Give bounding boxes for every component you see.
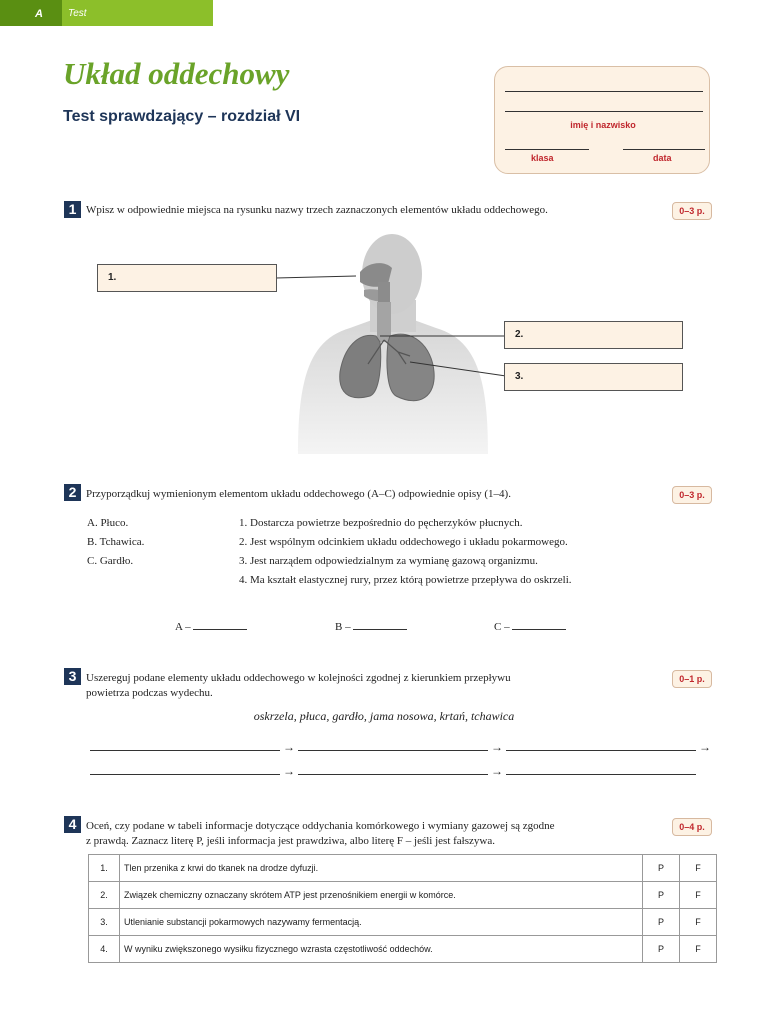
- q2-answer-a-blank[interactable]: [193, 617, 247, 630]
- question-2-points: 0–3 p.: [672, 486, 712, 504]
- row-statement: Utlenianie substancji pokarmowych nazywamy fermentacją.: [120, 909, 643, 936]
- name-line-1[interactable]: [505, 91, 703, 92]
- true-option[interactable]: P: [643, 909, 680, 936]
- row-number: 1.: [89, 855, 120, 882]
- table-row: [89, 882, 717, 909]
- leader-lines: [276, 270, 506, 380]
- table-row: [89, 855, 717, 882]
- false-option[interactable]: F: [680, 936, 717, 963]
- q2-descriptions-list: [239, 514, 572, 590]
- q2-description-2: 2. Jest wspólnym odcinkiem układu oddechowego i układu pokarmowego.: [239, 536, 568, 548]
- q3-elements-list: oskrzela, płuca, gardło, jama nosowa, krtań, tchawica: [253, 709, 515, 723]
- q3-arrow-1: →: [283, 740, 295, 754]
- question-3-points: 0–1 p.: [672, 670, 712, 688]
- q2-answer-c: [494, 617, 566, 637]
- q2-items-list: [87, 514, 144, 571]
- row-number: 4.: [89, 936, 120, 963]
- true-option[interactable]: P: [643, 882, 680, 909]
- q3-blank-6[interactable]: [506, 762, 696, 775]
- section-name: Test: [68, 8, 87, 19]
- question-2-number: 2: [64, 484, 81, 501]
- q2-answer-b-blank[interactable]: [353, 617, 407, 630]
- question-3-number: 3: [64, 668, 81, 685]
- row-number: 2.: [89, 882, 120, 909]
- false-option[interactable]: F: [680, 909, 717, 936]
- answer-box-2[interactable]: 2.: [504, 321, 683, 349]
- question-2-text: Przyporządkuj wymienionym elementom układu oddechowego (A–C) odpowiednie opisy (1–4).: [86, 488, 511, 500]
- q3-blank-5[interactable]: [298, 762, 488, 775]
- false-option[interactable]: F: [680, 855, 717, 882]
- table-row: [89, 909, 717, 936]
- student-info-box: [494, 66, 710, 174]
- section-letter: A: [0, 0, 62, 26]
- false-option[interactable]: F: [680, 882, 717, 909]
- q2-description-1: 1. Dostarcza powietrze bezpośrednio do pęcherzyków płucnych.: [239, 517, 523, 529]
- q3-blank-3[interactable]: [506, 738, 696, 751]
- q2-description-4: 4. Ma kształt elastycznej rury, przez którą powietrze przepływa do oskrzeli.: [239, 574, 572, 586]
- q2-item-a: A. Płuco.: [87, 517, 129, 529]
- question-1-points: 0–3 p.: [672, 202, 712, 220]
- row-statement: W wyniku zwiększonego wysiłku fizycznego wzrasta częstotliwość oddechów.: [120, 936, 643, 963]
- q3-arrow-2: →: [491, 740, 503, 754]
- q2-answer-b: [335, 617, 407, 637]
- question-1-number: 1: [64, 201, 81, 218]
- date-line[interactable]: [623, 149, 705, 150]
- q2-answer-a: [175, 617, 247, 637]
- question-3-text-line-2: powietrza podczas wydechu.: [86, 687, 213, 699]
- row-number: 3.: [89, 909, 120, 936]
- name-label: imię i nazwisko: [570, 120, 636, 130]
- question-4-text: [86, 819, 555, 849]
- true-option[interactable]: P: [643, 936, 680, 963]
- question-4-text-line-2: z prawdą. Zaznacz literę P, jeśli informacja jest prawdziwa, albo literę F – jeśli jest fałszywa.: [86, 835, 495, 847]
- q3-blank-2[interactable]: [298, 738, 488, 751]
- q3-arrow-5: →: [491, 764, 503, 778]
- class-label: klasa: [531, 153, 554, 163]
- row-statement: Tlen przenika z krwi do tkanek na drodze dyfuzji.: [120, 855, 643, 882]
- q3-blank-1[interactable]: [90, 738, 280, 751]
- page-title: Układ oddechowy: [63, 56, 290, 91]
- class-line[interactable]: [505, 149, 589, 150]
- question-4-text-line-1: Oceń, czy podane w tabeli informacje dotyczące oddychania komórkowego i wymiany gazowej są zgodne: [86, 820, 555, 832]
- q2-answer-c-label: C –: [494, 621, 510, 633]
- answer-box-1[interactable]: 1.: [97, 264, 277, 292]
- question-3-text: [86, 671, 511, 701]
- q2-answer-c-blank[interactable]: [512, 617, 566, 630]
- q2-answer-b-label: B –: [335, 621, 351, 633]
- q3-arrow-3: →: [699, 740, 711, 754]
- q3-sequence-row-2: [90, 762, 696, 779]
- name-line-2[interactable]: [505, 111, 703, 112]
- true-option[interactable]: P: [643, 855, 680, 882]
- answer-box-3[interactable]: 3.: [504, 363, 683, 391]
- true-false-table: [88, 854, 717, 963]
- q2-answer-a-label: A –: [175, 621, 191, 633]
- q3-sequence-row-1: [90, 738, 711, 755]
- header-strip: [0, 0, 213, 26]
- q2-item-b: B. Tchawica.: [87, 536, 145, 548]
- page-subtitle: Test sprawdzający – rozdział VI: [63, 108, 301, 125]
- date-label: data: [653, 153, 672, 163]
- q2-description-3: 3. Jest narządem odpowiedzialnym za wymianę gazową organizmu.: [239, 555, 538, 567]
- row-statement: Związek chemiczny oznaczany skrótem ATP jest przenośnikiem energii w komórce.: [120, 882, 643, 909]
- q3-arrow-4: →: [283, 764, 295, 778]
- question-3-text-line-1: Uszereguj podane elementy układu oddechowego w kolejności zgodnej z kierunkiem przepływu: [86, 672, 511, 684]
- question-4-points: 0–4 p.: [672, 818, 712, 836]
- question-1-text: Wpisz w odpowiednie miejsca na rysunku nazwy trzech zaznaczonych elementów układu oddechowego.: [86, 204, 548, 216]
- q3-blank-4[interactable]: [90, 762, 280, 775]
- table-row: [89, 936, 717, 963]
- question-4-number: 4: [64, 816, 81, 833]
- q2-item-c: C. Gardło.: [87, 555, 134, 567]
